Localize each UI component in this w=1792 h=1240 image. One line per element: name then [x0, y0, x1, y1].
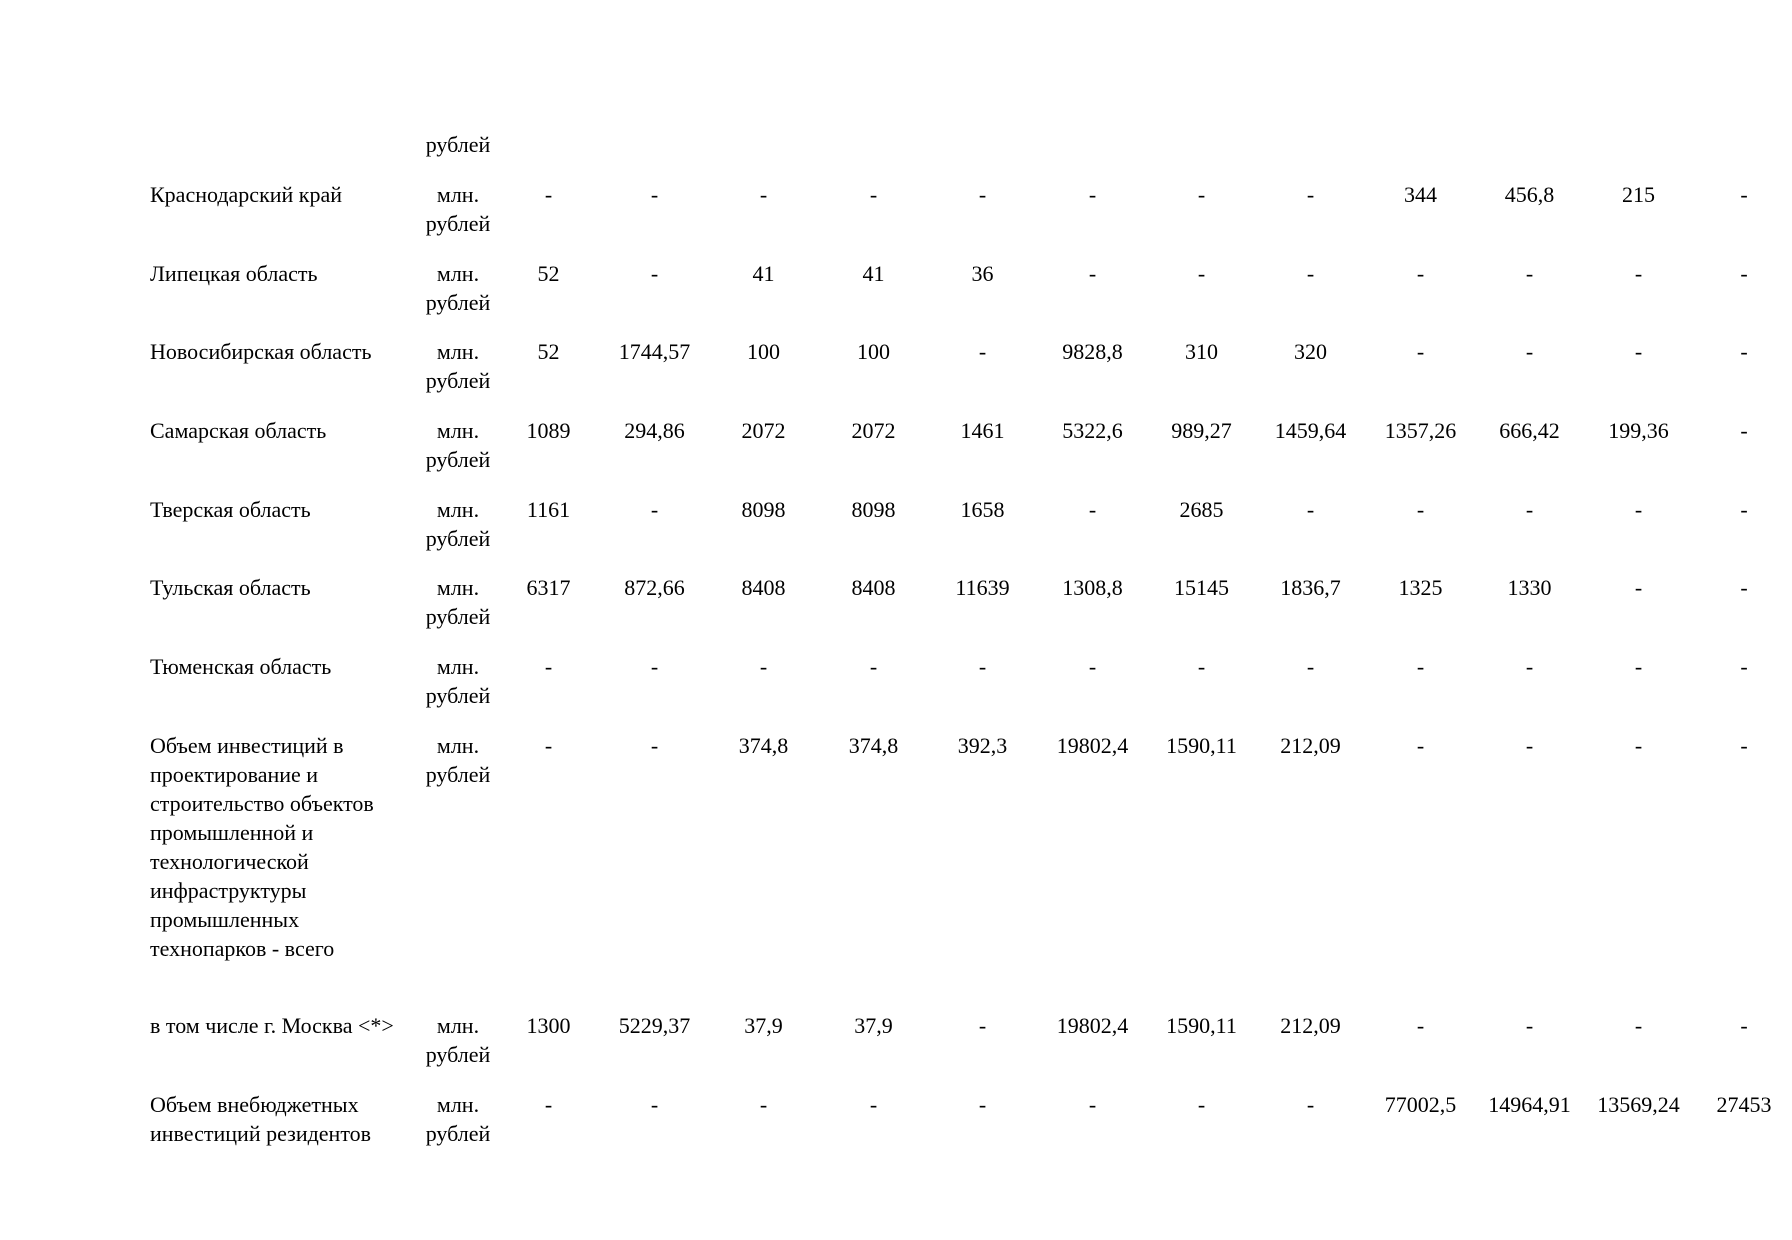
value-cell: 212,09: [1280, 1013, 1341, 1038]
value-cell: -: [650, 497, 659, 522]
value-cell: -: [1740, 654, 1748, 679]
value-cell: 1308,8: [1062, 575, 1123, 600]
value-cell: -: [1740, 418, 1748, 443]
value-cell: 15145: [1174, 575, 1229, 600]
value-cell: 8408: [741, 575, 786, 600]
unit-cell: рублей: [425, 132, 491, 157]
value-cell: 199,36: [1608, 418, 1669, 443]
value-cell: -: [1525, 497, 1534, 522]
value-cell: 1300: [526, 1013, 571, 1038]
value-cell: 100: [857, 339, 890, 364]
unit-cell: млн. рублей: [425, 733, 491, 787]
value-cell: -: [1740, 497, 1748, 522]
value-cell: -: [1740, 261, 1748, 286]
value-cell: -: [1197, 261, 1206, 286]
value-cell: 374,8: [738, 733, 789, 758]
value-cell: -: [869, 182, 878, 207]
value-cell: -: [869, 1092, 878, 1117]
value-cell: -: [1740, 182, 1748, 207]
value-cell: -: [1416, 497, 1425, 522]
value-cell: 1590,11: [1166, 1013, 1237, 1038]
row-name: в том числе г. Москва <*>: [150, 1013, 394, 1038]
value-cell: 5322,6: [1062, 418, 1123, 443]
value-cell: 212,09: [1280, 733, 1341, 758]
value-cell: 14964,91: [1488, 1092, 1571, 1117]
value-cell: -: [1306, 1092, 1315, 1117]
value-cell: -: [1740, 1013, 1748, 1038]
value-cell: 37,9: [744, 1013, 783, 1038]
value-cell: -: [544, 182, 553, 207]
value-cell: -: [978, 1092, 987, 1117]
value-cell: -: [1197, 1092, 1206, 1117]
unit-cell: млн. рублей: [425, 575, 491, 629]
value-cell: -: [1416, 261, 1425, 286]
value-cell: -: [759, 182, 768, 207]
value-cell: -: [1416, 1013, 1425, 1038]
value-cell: 1357,26: [1384, 418, 1457, 443]
value-cell: 392,3: [957, 733, 1008, 758]
value-cell: -: [978, 182, 987, 207]
row-name: Тульская область: [150, 575, 311, 600]
value-cell: -: [1634, 575, 1643, 600]
value-cell: -: [1306, 654, 1315, 679]
value-cell: -: [1306, 182, 1315, 207]
row-name: Объем внебюджетных инвестиций резидентов: [150, 1092, 372, 1146]
row-name: Краснодарский край: [150, 182, 343, 207]
value-cell: -: [978, 1013, 987, 1038]
value-cell: -: [978, 654, 987, 679]
value-cell: -: [1306, 261, 1315, 286]
value-cell: -: [1634, 654, 1643, 679]
value-cell: -: [978, 339, 987, 364]
value-cell: -: [1634, 1013, 1643, 1038]
value-cell: -: [1525, 733, 1534, 758]
value-cell: -: [869, 654, 878, 679]
value-cell: 2685: [1179, 497, 1224, 522]
value-cell: 2072: [851, 418, 896, 443]
value-cell: 77002,5: [1384, 1092, 1457, 1117]
unit-cell: млн. рублей: [425, 261, 491, 315]
value-cell: 41: [752, 261, 775, 286]
row-name: Липецкая область: [150, 261, 318, 286]
value-cell: -: [1525, 261, 1534, 286]
value-cell: -: [1525, 1013, 1534, 1038]
value-cell: -: [1306, 497, 1315, 522]
value-cell: 1161: [526, 497, 571, 522]
value-cell: -: [1634, 497, 1643, 522]
value-cell: 1590,11: [1166, 733, 1237, 758]
unit-cell: млн. рублей: [425, 1013, 491, 1067]
value-cell: -: [1740, 733, 1748, 758]
value-cell: -: [1634, 339, 1643, 364]
value-cell: 1744,57: [618, 339, 691, 364]
value-cell: -: [650, 654, 659, 679]
value-cell: 19802,4: [1056, 733, 1129, 758]
value-cell: -: [1088, 1092, 1097, 1117]
value-cell: 320: [1294, 339, 1327, 364]
row-name: Объем инвестиций в проектирование и строительство объектов промышленной и технологической инфраструктуры промышленных технопарков - всего: [150, 733, 374, 961]
value-cell: 8098: [741, 497, 786, 522]
value-cell: 9828,8: [1062, 339, 1123, 364]
value-cell: -: [1416, 654, 1425, 679]
value-cell: -: [1197, 182, 1206, 207]
value-cell: -: [1197, 654, 1206, 679]
value-cell: -: [1740, 339, 1748, 364]
value-cell: -: [1088, 497, 1097, 522]
unit-cell: млн. рублей: [425, 182, 491, 236]
value-cell: 41: [862, 261, 885, 286]
value-cell: 1459,64: [1274, 418, 1347, 443]
value-cell: -: [650, 1092, 659, 1117]
value-cell: -: [1088, 182, 1097, 207]
value-cell: -: [1634, 733, 1643, 758]
value-cell: 294,86: [624, 418, 685, 443]
value-cell: 989,27: [1171, 418, 1232, 443]
row-name: Новосибирская область: [150, 339, 372, 364]
value-cell: -: [759, 1092, 768, 1117]
value-cell: -: [544, 1092, 553, 1117]
value-cell: -: [759, 654, 768, 679]
value-cell: 52: [537, 261, 560, 286]
value-cell: 374,8: [848, 733, 899, 758]
value-cell: 1836,7: [1280, 575, 1341, 600]
unit-cell: млн. рублей: [425, 497, 491, 551]
value-cell: 2072: [741, 418, 786, 443]
value-cell: -: [1740, 575, 1748, 600]
value-cell: -: [650, 261, 659, 286]
value-cell: 456,8: [1504, 182, 1555, 207]
value-cell: -: [1525, 654, 1534, 679]
value-cell: 1325: [1398, 575, 1443, 600]
value-cell: -: [1634, 261, 1643, 286]
value-cell: 1658: [960, 497, 1005, 522]
value-cell: 37,9: [854, 1013, 893, 1038]
value-cell: 8098: [851, 497, 896, 522]
value-cell: 5229,37: [618, 1013, 691, 1038]
value-cell: -: [544, 654, 553, 679]
unit-cell: млн. рублей: [425, 339, 491, 393]
value-cell: -: [1088, 654, 1097, 679]
value-cell: 6317: [526, 575, 571, 600]
value-cell: 11639: [955, 575, 1010, 600]
unit-cell: млн. рублей: [425, 654, 491, 708]
value-cell: 344: [1404, 182, 1437, 207]
value-cell: 8408: [851, 575, 896, 600]
value-cell: 100: [747, 339, 780, 364]
value-cell: 872,66: [624, 575, 685, 600]
value-cell: 215: [1622, 182, 1655, 207]
value-cell: -: [650, 182, 659, 207]
unit-cell: млн. рублей: [425, 418, 491, 472]
row-name: Самарская область: [150, 418, 327, 443]
value-cell: -: [1416, 733, 1425, 758]
value-cell: 13569,24: [1597, 1092, 1680, 1117]
value-cell: -: [544, 733, 553, 758]
row-name: Тверская область: [150, 497, 311, 522]
value-cell: -: [1088, 261, 1097, 286]
value-cell: 666,42: [1499, 418, 1560, 443]
unit-cell: млн. рублей: [425, 1092, 491, 1146]
value-cell: 1330: [1507, 575, 1552, 600]
value-cell: 27453: [1716, 1092, 1772, 1117]
value-cell: 1461: [960, 418, 1005, 443]
value-cell: 19802,4: [1056, 1013, 1129, 1038]
value-cell: -: [1416, 339, 1425, 364]
value-cell: 1089: [526, 418, 571, 443]
value-cell: 36: [971, 261, 994, 286]
value-cell: -: [1525, 339, 1534, 364]
value-cell: 52: [537, 339, 560, 364]
value-cell: 310: [1185, 339, 1218, 364]
value-cell: -: [650, 733, 659, 758]
row-name: Тюменская область: [150, 654, 332, 679]
